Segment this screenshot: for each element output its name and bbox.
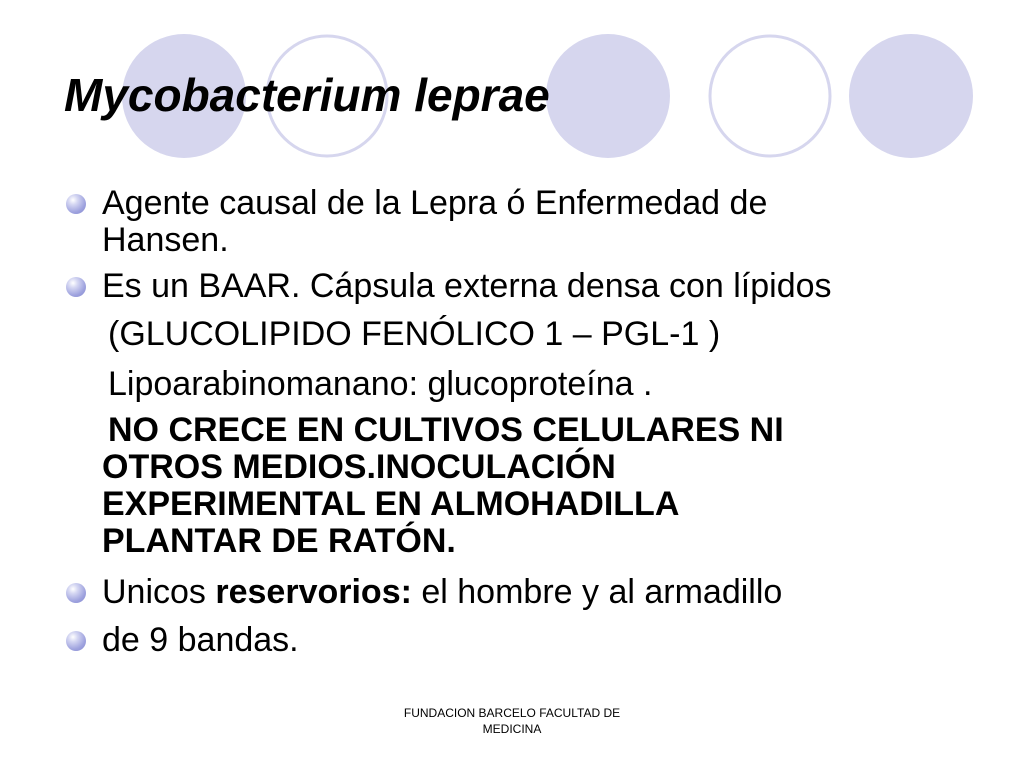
slide-title: Mycobacterium leprae: [64, 69, 550, 121]
bullet-2-line-6: EXPERIMENTAL EN ALMOHADILLA: [102, 485, 680, 523]
bullet-1-line-1: Agente causal de la Lepra ó Enfermedad de: [102, 184, 768, 222]
bullet-icon: [66, 277, 86, 297]
bullet-2-line-5: OTROS MEDIOS.INOCULACIÓN: [102, 448, 616, 486]
bullet-2-line-1: Es un BAAR. Cápsula externa densa con lípidos: [102, 267, 832, 305]
bullet-2-line-7: PLANTAR DE RATÓN.: [102, 522, 456, 560]
bullet-3-prefix: Unicos: [102, 573, 216, 611]
bullet-4-line: de 9 bandas.: [102, 621, 299, 659]
footer-line-2: MEDICINA: [482, 722, 542, 736]
bullet-icon: [66, 583, 86, 603]
footer-line-1: FUNDACION BARCELO FACULTAD DE: [403, 706, 621, 720]
bullet-2-line-3: Lipoarabinomanano: glucoproteína .: [108, 365, 653, 403]
bullet-1-line-2: Hansen.: [102, 221, 229, 259]
bullet-3-line: [102, 572, 782, 612]
bullet-3-suffix: el hombre y al armadillo: [411, 573, 783, 611]
slide-footer: [340, 705, 684, 737]
bullet-icon: [66, 194, 86, 214]
bullet-2-line-2: (GLUCOLIPIDO FENÓLICO 1 – PGL-1 ): [108, 315, 721, 353]
bullet-3-bold-term: reservorios:: [215, 573, 412, 611]
bullet-icon: [66, 631, 86, 651]
bullet-2-line-4: NO CRECE EN CULTIVOS CELULARES NI: [108, 411, 784, 449]
